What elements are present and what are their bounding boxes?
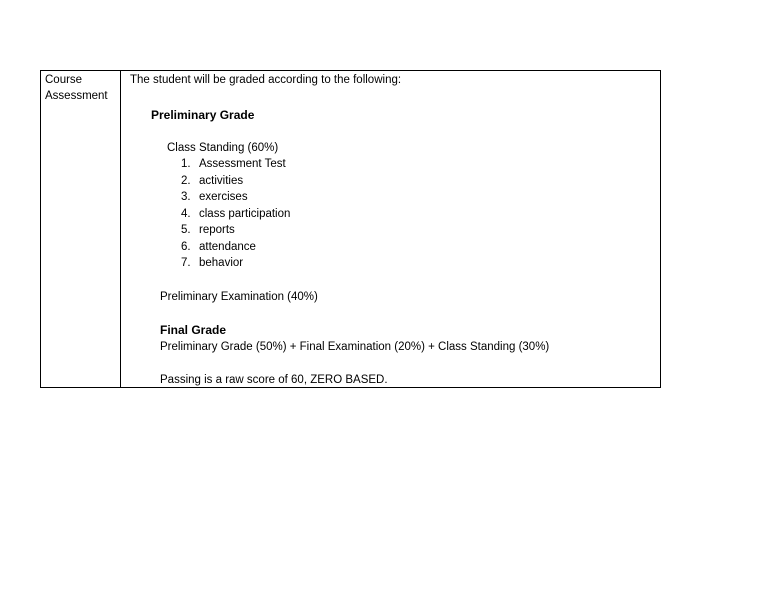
- list-item-number: 4.: [181, 207, 191, 220]
- class-standing-label: Class Standing (60%): [167, 142, 279, 154]
- list-item: [181, 255, 290, 272]
- list-item-number: 6.: [181, 240, 191, 253]
- list-item-number: 2.: [181, 174, 191, 187]
- list-item-number: 5.: [181, 224, 191, 236]
- preliminary-examination-text: Preliminary Examination (40%): [160, 291, 318, 303]
- list-item: [181, 156, 290, 173]
- assessment-content: [121, 71, 660, 387]
- list-item-text: reports: [199, 224, 235, 236]
- list-item-text: behavior: [199, 257, 244, 269]
- list-item-number: 7.: [181, 257, 191, 269]
- list-item: [181, 173, 290, 190]
- list-item: [181, 222, 290, 239]
- list-item-text: exercises: [199, 191, 248, 203]
- passing-score-text: Passing is a raw score of 60, ZERO BASED.: [160, 374, 388, 386]
- label-cell: [41, 71, 121, 388]
- list-item-text: activities: [199, 174, 244, 187]
- table-row: [41, 71, 661, 388]
- list-item-number: 1.: [181, 158, 191, 170]
- course-assessment-label: Course Assessment: [45, 74, 108, 102]
- course-assessment-table: [40, 70, 661, 388]
- list-item: [181, 189, 290, 206]
- list-item-text: attendance: [199, 240, 256, 253]
- class-standing-list: [181, 156, 290, 272]
- intro-text: The student will be graded according to the following:: [130, 74, 402, 86]
- final-grade-heading: Final Grade: [160, 323, 227, 337]
- content-cell: [121, 71, 661, 388]
- list-item-text: class participation: [199, 207, 291, 220]
- list-item: [181, 239, 290, 256]
- list-item: [181, 206, 290, 223]
- final-grade-formula: Preliminary Grade (50%) + Final Examination (20%) + Class Standing (30%): [160, 341, 550, 353]
- list-item-text: Assessment Test: [199, 158, 286, 170]
- preliminary-grade-heading: Preliminary Grade: [151, 108, 255, 122]
- list-item-number: 3.: [181, 191, 191, 203]
